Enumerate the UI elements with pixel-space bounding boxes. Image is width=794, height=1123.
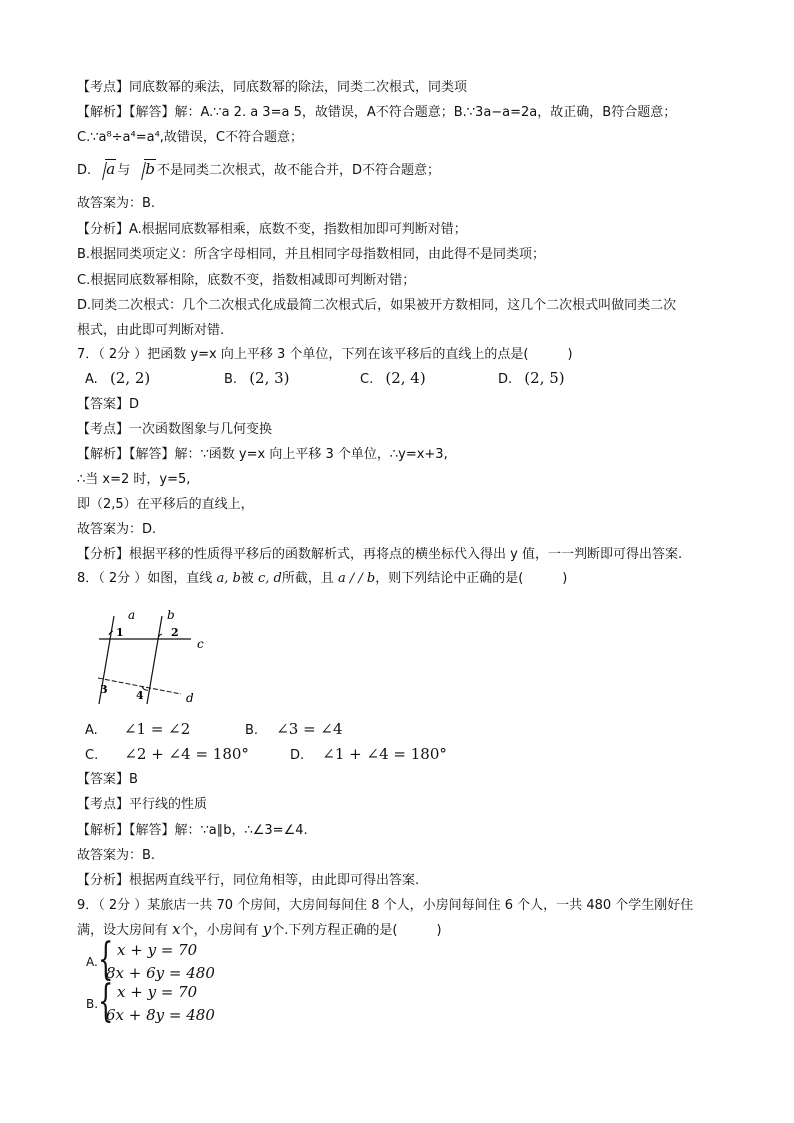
q8-option-a-label: A. [85,723,98,738]
q6-kaodian: 【考点】同底数幂的乘法，同底数幂的除法，同类二次根式，同类项 [77,80,468,95]
q7-kaodian: 【考点】一次函数图象与几何变换 [77,422,273,437]
label-angle-4: 4 [136,689,144,702]
q7-option-c-value: (2, 4) [385,369,426,387]
q7-fenxi: 【分析】根据平移的性质得平移后的函数解析式，再将点的横坐标代入得出 y 值，一一判断即可得出答案. [77,547,683,562]
q8-option-c [85,744,249,766]
q8-answer-tag: 【答案】B [77,772,138,787]
q9-stem2-part1: 满，设大房间有 [77,923,169,938]
q8-figure [95,604,215,710]
q9-var-x: x [172,920,181,938]
q7-option-c [360,368,426,390]
q7-option-b-value: (2, 3) [249,369,290,387]
q6-fenxi-b: B.根据同类项定义：所含字母相同，并且相同字母指数相同，由此得不是同类项； [77,247,546,262]
q8-stem-part3: 所截，且 [281,571,334,586]
q6-option-d-analysis [77,160,440,180]
q8-kaodian: 【考点】平行线的性质 [77,797,208,812]
q9-option-a-eq2: 8x + 6y = 480 [106,964,215,982]
label-line-b: b [167,608,175,622]
q8-stem-part1: 8．（ 2分 ）如图，直线 [77,571,213,586]
q7-option-b-label: B. [224,372,238,387]
q8-stem [77,570,567,588]
sqrt-a: a [96,160,116,180]
q7-answer: 故答案为：D. [77,522,157,537]
q8-option-a-value: ∠1 = ∠2 [123,720,191,738]
q8-option-d-value: ∠1 + ∠4 = 180° [322,745,447,763]
q6-d-suffix: 不是同类二次根式，故不能合并，D不符合题意； [157,163,441,178]
q9-stem2-part3: 个.下列方程正确的是( ) [271,923,442,938]
q6-option-c-analysis: C.∵a⁸÷a⁴=a⁴,故错误，C不符合题意； [77,130,304,145]
q8-option-b-value: ∠3 = ∠4 [276,720,343,738]
q8-option-b [245,719,343,741]
q9-stem-line2 [77,920,442,940]
q9-stem-line1: 9．（ 2分 ）某旅店一共 70 个房间，大房间每间住 8 个人，小房间每间住 6 个人，一共 480 个学生刚好住 [77,898,694,913]
q6-fenxi-d1: D.同类二次根式：几个二次根式化成最简二次根式后，如果被开方数相同，这几个二次根式叫做同类二次 [77,298,677,313]
q8-answer: 故答案为：B. [77,848,156,863]
q8-option-d-label: D. [290,748,305,763]
q9-option-a-eq1: x + y = 70 [117,941,198,959]
q7-step1: ∴当 x=2 时，y=5, [77,472,191,487]
q7-option-b [224,368,290,390]
q8-option-c-value: ∠2 + ∠4 = 180° [124,745,249,763]
q8-jieda: 【解析】【解答】解：∵a∥b，∴∠3=∠4. [77,823,308,838]
q8-option-b-label: B. [245,723,259,738]
q7-option-a [85,368,150,390]
q9-option-b-eq1: x + y = 70 [117,983,198,1001]
q8-lines-cd: c, d [257,571,282,586]
q6-fenxi-a: 【分析】A.根据同底数幂相乘，底数不变，指数相加即可判断对错； [77,222,467,237]
q8-stem-part2: 被 [240,571,254,586]
sqrt-b: b [135,160,156,180]
q9-option-b-eq2: 6x + 8y = 480 [106,1006,215,1024]
q8-option-c-label: C. [85,748,99,763]
q8-lines-ab: a, b [216,571,241,586]
q7-option-d [498,368,565,390]
q8-option-a [85,719,190,741]
q9-stem2-part2: 个，小房间有 [180,923,259,938]
label-line-a: a [128,608,136,622]
q7-option-c-label: C. [360,372,374,387]
q7-option-d-value: (2, 5) [524,369,565,387]
q7-option-a-label: A. [85,372,98,387]
q7-jieda: 【解析】【解答】解：∵函数 y=x 向上平移 3 个单位，∴y=x+3, [77,447,448,462]
q7-answer-tag: 【答案】D [77,397,140,412]
label-line-c: c [197,637,204,651]
q6-fenxi-d2: 根式，由此即可判断对错. [77,323,225,338]
label-line-d: d [186,691,194,705]
label-angle-3: 3 [100,683,108,696]
q8-parallel: a / / b [337,571,376,586]
q8-option-d [290,744,447,766]
label-angle-2: 2 [171,626,179,639]
q7-option-a-value: (2, 2) [109,369,151,387]
q6-d-mid: 与 [117,163,131,178]
q8-stem-part4: ，则下列结论中正确的是( ) [375,571,568,586]
q6-fenxi-c: C.根据同底数幂相除，底数不变，指数相减即可判断对错； [77,273,416,288]
q9-option-a-brace: { [98,934,114,985]
q6-jiexi: 【解析】【解答】解：A.∵a 2. a 3=a 5，故错误，A不符合题意；B.∵3a−a=2a，故正确，B符合题意； [77,105,677,120]
q6-answer: 故答案为：B. [77,196,156,211]
q8-fenxi: 【分析】根据两直线平行，同位角相等，由此即可得出答案. [77,873,420,888]
q6-d-prefix: D. [77,163,92,178]
q7-option-d-label: D. [498,372,513,387]
label-angle-1: 1 [116,626,124,639]
q7-stem: 7．（ 2分 ）把函数 y=x 向上平移 3 个单位，下列在该平移后的直线上的点是( ) [77,347,573,362]
q9-option-b-label: B. [86,997,99,1011]
q9-option-a-label: A. [86,955,98,969]
q9-option-b-brace: { [98,976,114,1027]
q9-var-y: y [262,920,272,938]
q7-step2: 即（2,5）在平移后的直线上， [77,497,254,512]
